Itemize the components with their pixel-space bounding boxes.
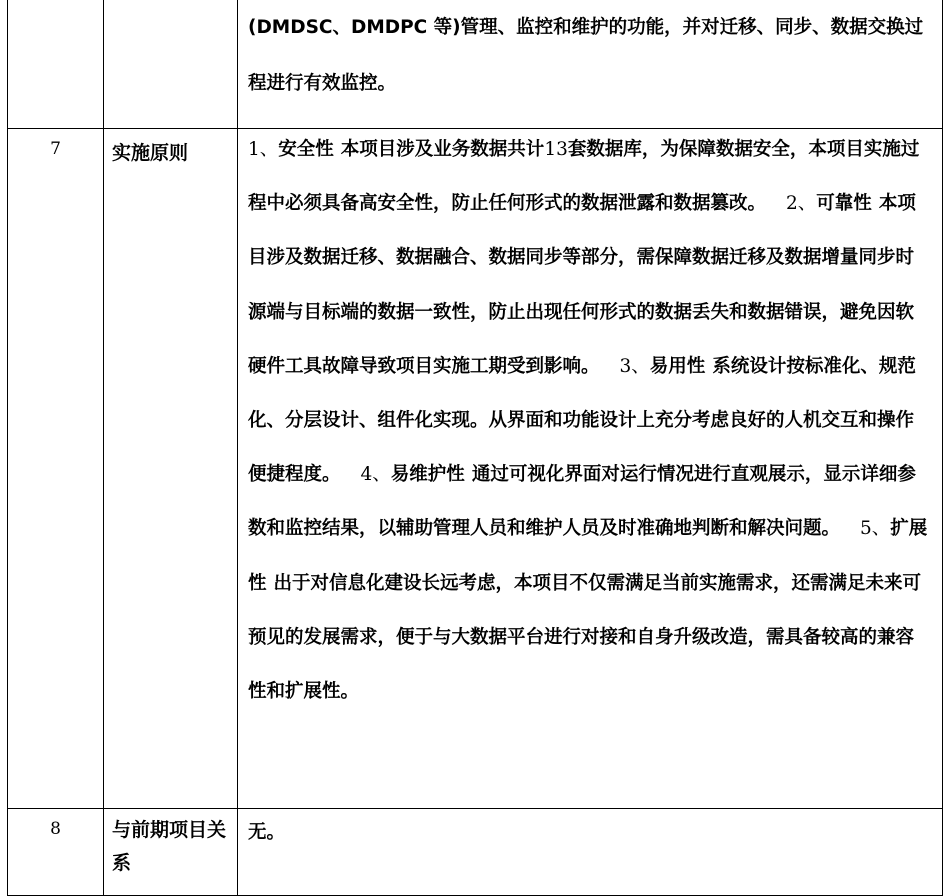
principle-index: 3、 [619,355,650,377]
row-label-cell [104,0,238,129]
table-row [8,129,943,809]
row-label-cell: 实施原则 [104,129,238,809]
principle-title: 扩展性 [248,518,928,594]
principle-text: 本项目涉及数据迁移、数据融合、数据同步等部分，需保障数据迁移及数据增量同步时源端与目标端的数据一致性，防止出现任何形式的数据丢失和数据错误，避免因软硬件工具故障导致项目实施工期受到影响。 [248,193,916,377]
principle-text: 出于对信息化建设长远考虑，本项目不仅需满足当前实施需求，还需满足未来可预见的发展需求，便于与大数据平台进行对接和自身升级改造，需具备较高的兼容性和扩展性。 [248,572,922,703]
principle-text: 通过可视化界面对运行情况进行直观展示，显示详细参数和监控结果，以辅助管理人员和维护人员及时准确地判断和解决问题。 [248,464,916,540]
row-content-cell [238,0,943,129]
principle-text: 套数据库，为保障数据安全，本项目实施过程中必须具备高安全性，防止任何形式的数据泄露和数据篡改。 [248,139,920,215]
document-table [7,0,943,896]
principle-index: 2、 [786,193,817,215]
table-row [8,809,943,896]
row-label-cell: 与前期项目关系 [104,809,238,896]
row-number-cell: 8 [8,809,104,896]
table-row [8,0,943,129]
principle-title: 可靠性 [816,193,872,215]
principles-content-cell [238,129,943,809]
row-content-text: (DMDSC、DMDPC 等)管理、监控和维护的功能，并对迁移、同步、数据交换过程进行有效监控。 [248,17,924,94]
row-content-cell: 无。 [238,809,943,896]
principle-title: 安全性 [278,139,334,160]
principle-number: 13 [544,139,568,160]
principle-title: 易维护性 [390,464,465,486]
principle-index: 4、 [360,464,391,486]
principle-text: 本项目涉及业务数据共计 [340,139,545,160]
principle-index: 1、 [248,139,279,160]
row-number-cell [8,0,104,129]
principle-title: 易用性 [649,355,706,377]
row-number-cell: 7 [8,129,104,809]
principle-index: 5、 [860,518,891,540]
principle-text: 系统设计按标准化、规范化、分层设计、组件化实现。从界面和功能设计上充分考虑良好的人机交互和操作便捷程度。 [248,355,916,486]
